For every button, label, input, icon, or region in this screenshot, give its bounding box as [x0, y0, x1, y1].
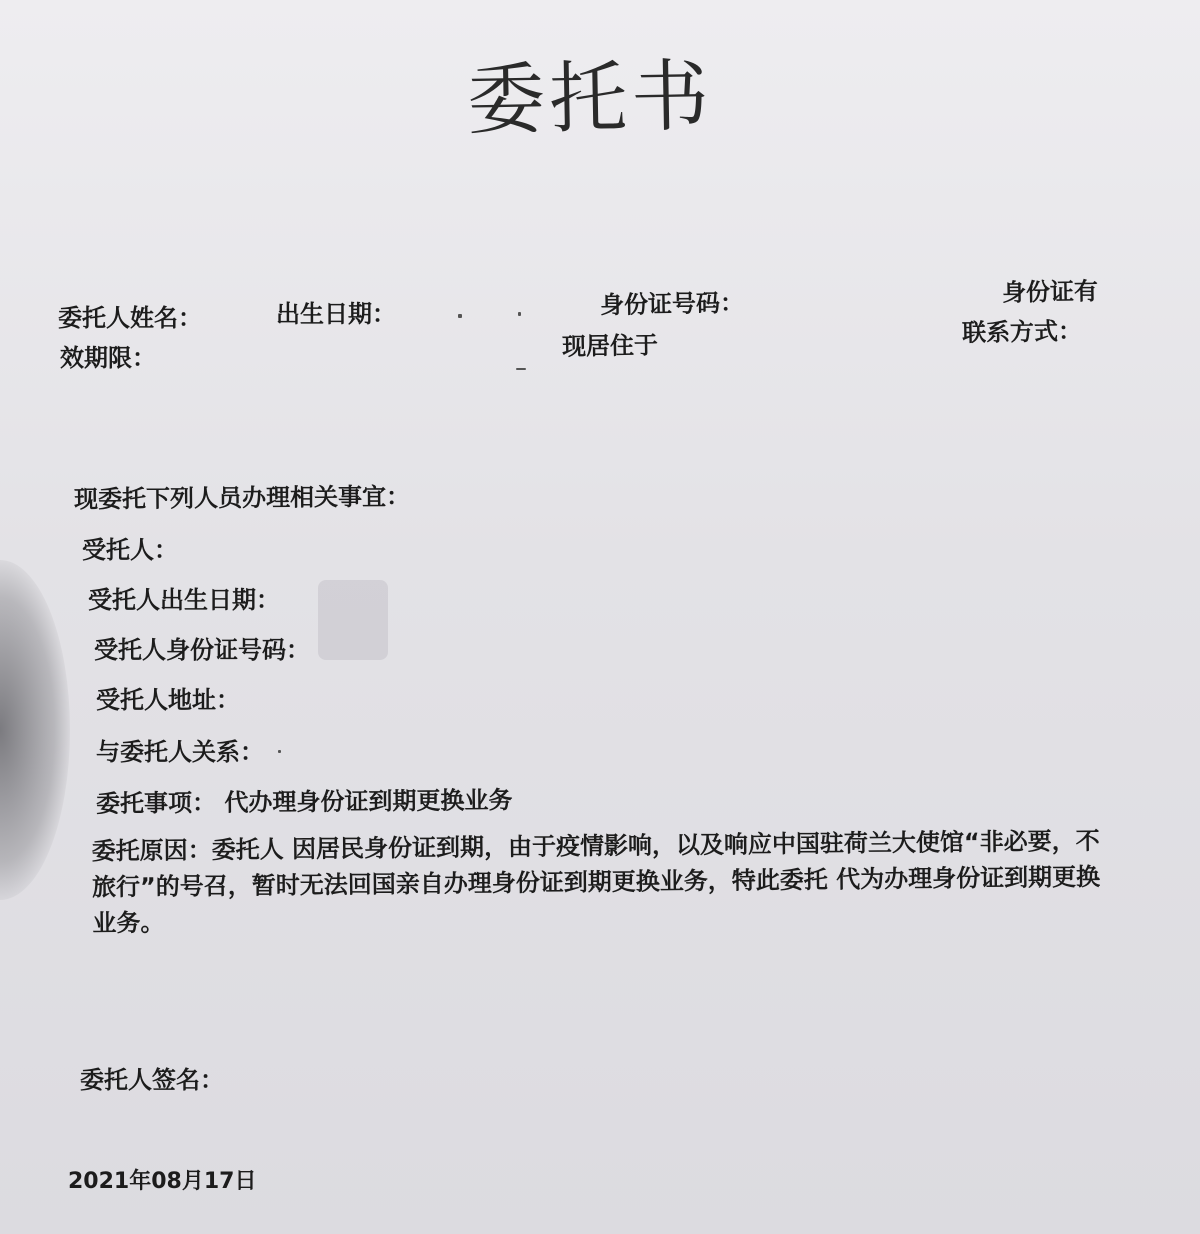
- agent-birth-label: 受托人出生日期：: [88, 586, 280, 614]
- reason-paragraph: [91, 823, 1122, 942]
- redaction-mark: [458, 314, 462, 318]
- agent-address-label: 受托人地址：: [96, 686, 240, 714]
- redaction-mark: [516, 368, 526, 370]
- intro-text: 现委托下列人员办理相关事宜：: [73, 482, 411, 514]
- redaction-smudge: [318, 580, 388, 660]
- agent-name-label: 受托人：: [82, 536, 178, 564]
- principal-birth-label: 出生日期：: [276, 300, 396, 328]
- principal-contact-label: 联系方式：: [961, 316, 1083, 348]
- principal-id-validity-label-a: 身份证有: [1001, 277, 1099, 307]
- agent-relation-label: 与委托人关系：: [96, 738, 264, 766]
- principal-residence-label: 现居住于: [561, 331, 659, 361]
- reason-label: 委托原因：: [91, 836, 212, 866]
- signature-label: 委托人签名：: [80, 1066, 224, 1094]
- document-date: 2021年08月17日: [68, 1169, 257, 1194]
- agent-id-label: 受托人身份证号码：: [94, 636, 310, 664]
- principal-name-label: 委托人姓名：: [58, 304, 202, 332]
- document-title: 委托书: [466, 51, 714, 147]
- redaction-mark: [278, 750, 281, 753]
- reason-text: 委托人 因居民身份证到期，由于疫情影响，以及响应中国驻荷兰大使馆“非必要，不旅行”的号召，暂时无法回国亲自办理身份证到期更换业务，特此委托 代为办理身份证到期更换业务。: [91, 826, 1101, 938]
- redaction-mark: [518, 312, 521, 316]
- finger-shadow: [0, 560, 70, 900]
- principal-id-validity-label-b: 效期限：: [60, 344, 156, 372]
- matter-line: [96, 780, 513, 819]
- matter-label: 委托事项：: [95, 788, 217, 818]
- principal-id-label: 身份证号码：: [599, 288, 745, 320]
- matter-value: 代办理身份证到期更换业务: [224, 786, 513, 817]
